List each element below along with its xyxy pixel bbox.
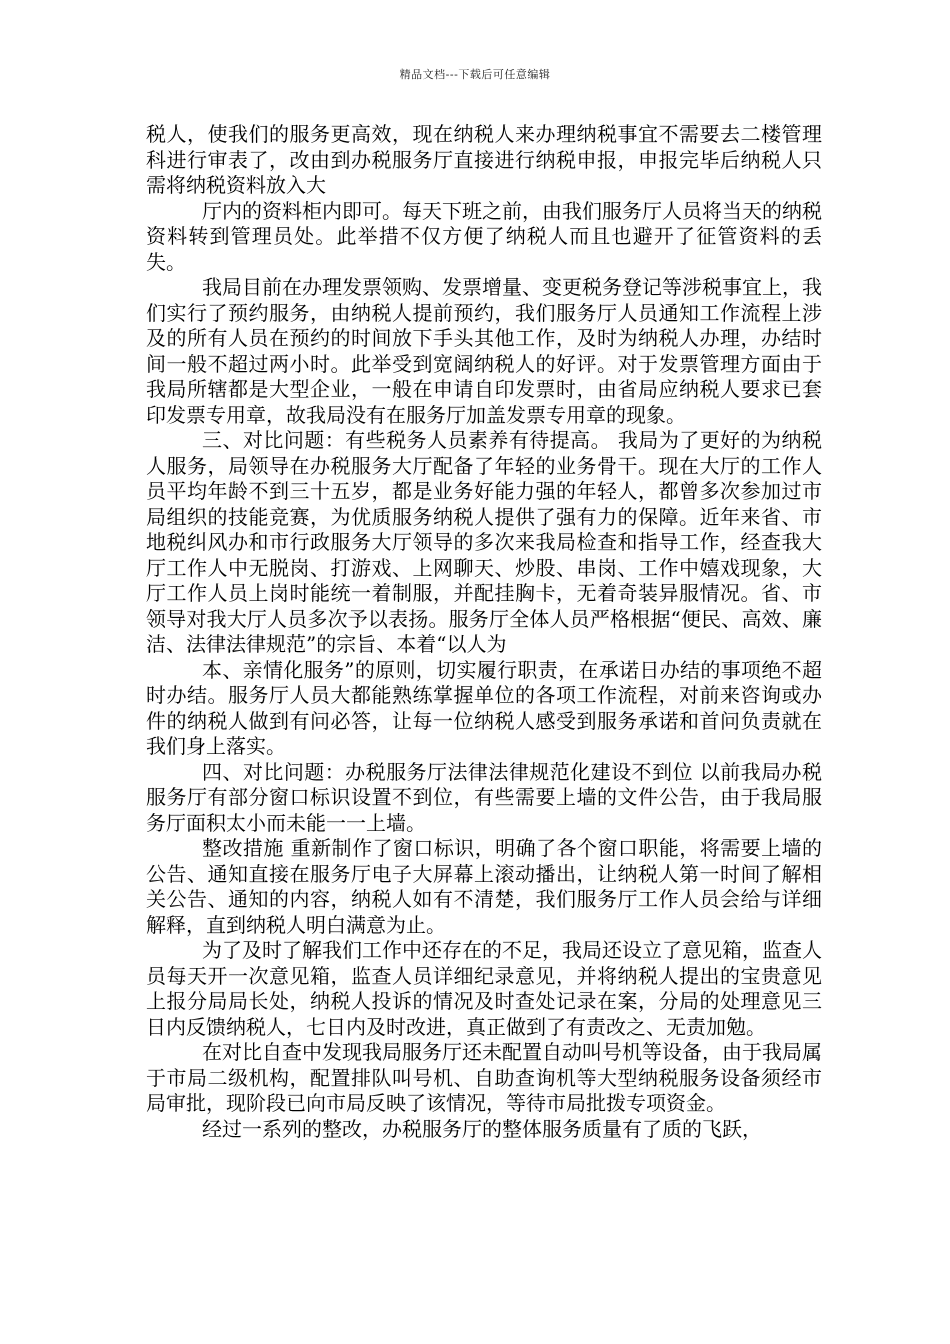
paragraph-9: 在对比自查中发现我局服务厅还未配置自动叫号机等设备，由于我局属于市局二级机构，配置排队叫号机、自助查询机等大型纳税服务设备须经市局审批，现阶段已向市局反映了该情况，等待市局批拨专项资金。: [146, 1040, 822, 1115]
paragraph-6: 四、对比问题：办税服务厅法律法律规范化建设不到位 以前我局办税服务厅有部分窗口标识设置不到位，有些需要上墙的文件公告，由于我局服务厅面积太小而未能一一上墙。: [146, 759, 822, 835]
paragraph-7: 整改措施 重新制作了窗口标识，明确了各个窗口职能，将需要上墙的公告、通知直接在服务厅电子大屏幕上滚动播出，让纳税人第一时间了解相关公告、通知的内容，纳税人如有不清楚，我们服务厅工作人员会给与详细解释，直到纳税人明白满意为止。: [146, 836, 822, 937]
paragraph-10: 经过一系列的整改，办税服务厅的整体服务质量有了质的飞跃，: [202, 1116, 762, 1141]
paragraph-8: 为了及时了解我们工作中还存在的不足，我局还设立了意见箱，监查人员每天开一次意见箱，监查人员详细纪录意见，并将纳税人提出的宝贵意见上报分局局长处，纳税人投诉的情况及时查处记录在案，分局的处理意见三日内反馈纳税人，七日内及时改进，真正做到了有责改之、无责加勉。: [146, 938, 822, 1039]
paragraph-3: 我局目前在办理发票领购、发票增量、变更税务登记等涉税事宜上，我们实行了预约服务，由纳税人提前预约，我们服务厅人员通知工作流程上涉及的所有人员在预约的时间放下手头其他工作，及时为纳税人办理，办结时间一般不超过两小时。此举受到宽阔纳税人的好评。对于发票管理方面由于我局所辖都是大型企业，一般在申请自印发票时，由省局应纳税人要求已套印发票专用章，故我局没有在服务厅加盖发票专用章的现象。: [146, 275, 822, 427]
document-body: [146, 122, 822, 1142]
page-header: 精品文档---下载后可任意编辑: [399, 68, 551, 81]
paragraph-2: 厅内的资料柜内即可。每天下班之前，由我们服务厅人员将当天的纳税资料转到管理员处。此举措不仅方便了纳税人而且也避开了征管资料的丢失。: [146, 198, 822, 274]
paragraph-5: 本、亲情化服务”的原则，切实履行职责，在承诺日办结的事项绝不超时办结。服务厅人员大都能熟练掌握单位的各项工作流程，对前来咨询或办件的纳税人做到有问必答，让每一位纳税人感受到服务承诺和首问负责就在我们身上落实。: [146, 657, 822, 758]
paragraph-1: 税人，使我们的服务更高效，现在纳税人来办理纳税事宜不需要去二楼管理科进行审表了，改由到办税服务厅直接进行纳税申报，申报完毕后纳税人只需将纳税资料放入大: [146, 122, 822, 197]
paragraph-4: 三、对比问题：有些税务人员素养有待提高。 我局为了更好的为纳税人服务，局领导在办税服务大厅配备了年轻的业务骨干。现在大厅的工作人员平均年龄不到三十五岁，都是业务好能力强的年轻人，都曾多次参加过市局组织的技能竞赛，为优质服务纳税人提供了强有力的保障。近年来省、市地税纠风办和市行政服务大厅领导的多次来我局检查和指导工作，经查我大厅工作人中无脱岗、打游戏、上网聊天、炒股、串岗、工作中嬉戏现象，大厅工作人员上岗时能统一着制服，并配挂胸卡，无着奇装异服情况。省、市领导对我大厅人员多次予以表扬。服务厅全体人员严格根据“便民、高效、廉洁、法律法律规范”的宗旨、本着“以人为: [146, 428, 822, 656]
